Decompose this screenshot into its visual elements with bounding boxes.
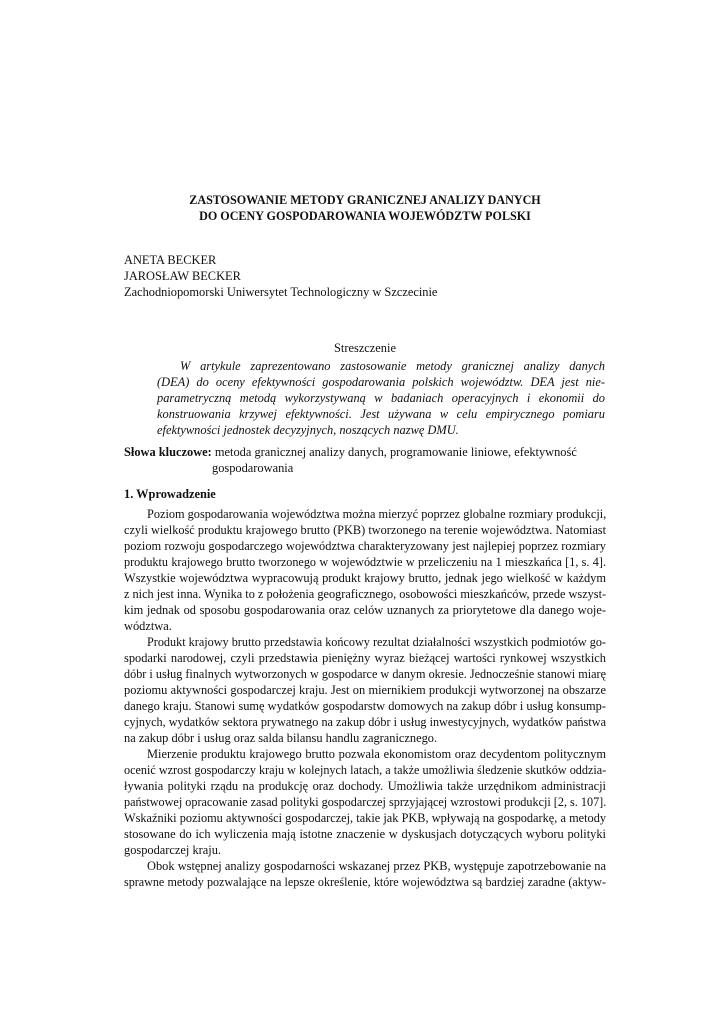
body-line: z nich jest inna. Wynika to z położenia geograficznego, osobowości mieszkańców, przede wszyst- [124, 587, 607, 601]
paragraph [124, 858, 606, 890]
body-line: cyjnych, wydatków sektora prywatnego na zakup dóbr i usług inwestycyjnych, wydatków państwa [124, 715, 606, 729]
paragraph [124, 746, 606, 858]
body-line: danego kraju. Stanowi sumę wydatków gospodarstw domowych na zakup dóbr i usług konsump- [124, 699, 606, 713]
body-line: stosowane do ich wyliczenia mają istotne znaczenie w dyskusjach dotyczących wyboru polityki [124, 827, 606, 841]
body-line: na zakup dóbr i usług oraz salda bilansu handlu zagranicznego. [124, 731, 438, 745]
section-body [124, 506, 606, 890]
body-line: wództwa. [124, 619, 172, 633]
body-line: ocenić wzrost gospodarczy kraju w kolejnych latach, a także umożliwia śledzenie skutków oddzia- [124, 763, 607, 777]
abstract-heading: Streszczenie [334, 341, 396, 355]
body-line: Wszystkie województwa wypracowują produkt krajowy brutto, jednak jego wielkość w każdym [124, 571, 606, 585]
keywords-text-continued: gospodarowania [212, 461, 294, 475]
abstract-line: efektywności jednostek decyzyjnych, noszących nazwę DMU. [157, 423, 459, 437]
abstract-line: W artykule zaprezentowano zastosowanie metody granicznej analizy danych [180, 359, 605, 373]
paragraph [124, 506, 606, 634]
body-line: Wskaźniki poziomu aktywności gospodarczej, takie jak PKB, wpływają na gospodarkę, a metody [124, 811, 606, 825]
author-block [124, 252, 437, 300]
body-line: Mierzenie produktu krajowego brutto pozwala ekonomistom oraz decydentom politycznym [147, 747, 606, 761]
body-line: spodarki narodowej, czyli przedstawia pieniężny wyraz bieżącej wartości rynkowej wszystkich [124, 651, 606, 665]
body-line: państwowej opracowanie zasad polityki gospodarczej sprzyjającej wzrostowi produkcji [2, s. 107]. [124, 795, 607, 809]
body-line: poziom rozwoju gospodarczego województwa charakteryzowany jest najlepiej poprzez rozmiary [124, 539, 606, 553]
abstract-text [157, 358, 605, 438]
keywords-label: Słowa kluczowe: [124, 445, 212, 459]
body-line: kim jednak od sposobu gospodarowania oraz celów uznanych za priorytetowe dla danego woje- [124, 603, 606, 617]
author-name: JAROSŁAW BECKER [124, 269, 241, 283]
body-line: dóbr i usług finalnych wytworzonych w gospodarce w danym okresie. Jednocześnie stanowi miarę [124, 667, 606, 681]
body-line: Obok wstępnej analizy gospodarności wskazanej przez PKB, występuje zapotrzebowanie na [147, 859, 606, 873]
title-line: ZASTOSOWANIE METODY GRANICZNEJ ANALIZY DANYCH [189, 193, 541, 207]
body-line: produktu krajowego brutto tworzonego w województwie w przeliczeniu na 1 mieszkańca [1, s. 4]. [124, 555, 606, 569]
author-affiliation: Zachodniopomorski Uniwersytet Technologiczny w Szczecinie [124, 285, 438, 299]
keywords-text: metoda granicznej analizy danych, programowanie liniowe, efektywność [214, 445, 577, 459]
body-line: ływania polityki rządu na produkcję oraz dochody. Umożliwia także urzędnikom administracji [124, 779, 606, 793]
abstract-line: konstruowania krzywej efektywności. Jest używana w celu empirycznego pomiaru [157, 407, 605, 421]
body-line: poziomu aktywności gospodarczej kraju. Jest on miernikiem produkcji wytworzonej na obszarze [124, 683, 606, 697]
section-heading: 1. Wprowadzenie [124, 487, 216, 501]
author-name: ANETA BECKER [124, 253, 217, 267]
paper-title [124, 192, 606, 224]
abstract-line: parametryczną metodą wykorzystywaną w badaniach operacyjnych i ekonomii do [157, 391, 605, 405]
title-line: DO OCENY GOSPODAROWANIA WOJEWÓDZTW POLSKI [199, 209, 531, 223]
abstract-line: (DEA) do oceny efektywności gospodarowania polskich województw. DEA jest nie- [157, 375, 605, 389]
keywords [124, 444, 577, 460]
body-line: sprawne metody pozwalające na lepsze określenie, które województwa są bardziej zaradne (aktyw- [124, 875, 606, 889]
body-line: gospodarczej kraju. [124, 843, 222, 857]
body-line: Poziom gospodarowania województwa można mierzyć poprzez globalne rozmiary produkcji, [147, 507, 607, 521]
paragraph [124, 634, 606, 746]
body-line: Produkt krajowy brutto przedstawia końcowy rezultat działalności wszystkich podmiotów go- [147, 635, 606, 649]
body-line: czyli wielkość produktu krajowego brutto (PKB) tworzonego na terenie województwa. Natomiast [124, 523, 606, 537]
